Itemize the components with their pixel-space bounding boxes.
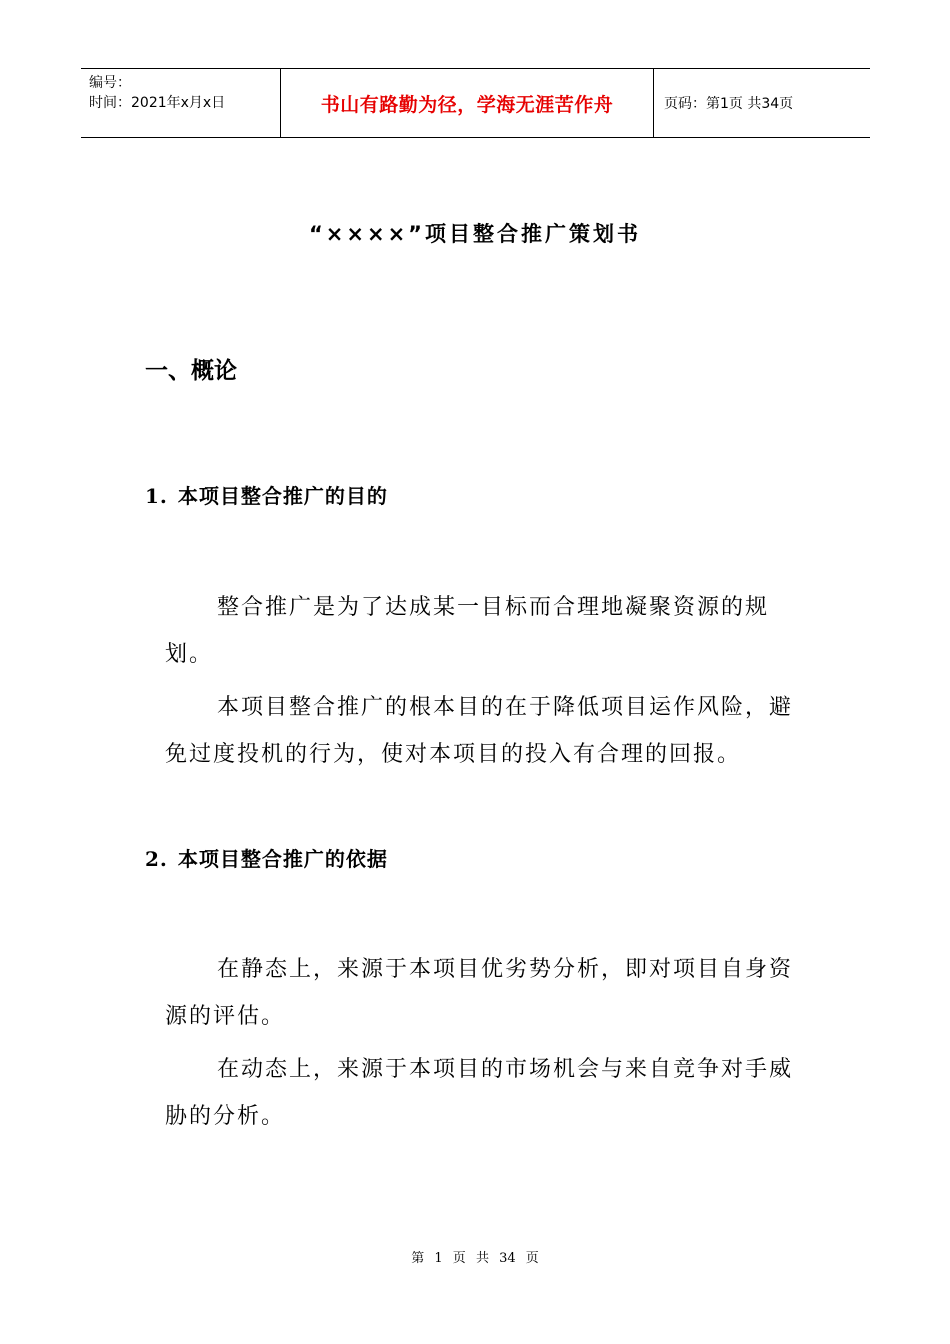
- paragraph: 在动态上，来源于本项目的市场机会与来自竞争对手威胁的分析。: [165, 1057, 794, 1129]
- subsection-heading-1: [145, 480, 388, 509]
- paragraph: 在静态上，来源于本项目优劣势分析，即对项目自身资源的评估。: [165, 957, 794, 1029]
- footer-page-number: 1: [434, 1251, 443, 1266]
- footer-ye: 页: [452, 1251, 466, 1266]
- footer-di: 第: [411, 1251, 425, 1266]
- footer-gong: 共: [475, 1251, 489, 1266]
- subsection-title: 本项目整合推广的目的: [177, 484, 388, 508]
- footer-total-pages: 34: [499, 1251, 516, 1266]
- document-title: “××××”项目整合推广策划书: [309, 222, 641, 246]
- header-motto: 书山有路勤为径，学海无涯苦作舟: [320, 93, 614, 116]
- header-page-info: 页码：第1页 共34页: [664, 96, 794, 112]
- footer-ye2: 页: [525, 1251, 539, 1266]
- subsection-heading-2: [145, 843, 388, 872]
- header-table: [81, 68, 870, 138]
- header-meta-cell: [81, 69, 281, 137]
- subsection-number: 1.: [145, 484, 168, 508]
- doc-number-label: 编号：: [89, 75, 131, 91]
- page-footer: [0, 1247, 950, 1266]
- header-page-cell: [654, 69, 870, 137]
- subsection-number: 2.: [145, 847, 168, 871]
- doc-time-label: 时间：2021年x月x日: [89, 95, 226, 111]
- subsection-title: 本项目整合推广的依据: [177, 847, 388, 871]
- section-heading: 一、概论: [145, 358, 237, 384]
- paragraph: 整合推广是为了达成某一目标而合理地凝聚资源的规划。: [165, 595, 770, 667]
- header-motto-cell: [281, 69, 654, 137]
- paragraph: 本项目整合推广的根本目的在于降低项目运作风险，避免过度投机的行为，使对本项目的投入有合理的回报。: [165, 695, 794, 767]
